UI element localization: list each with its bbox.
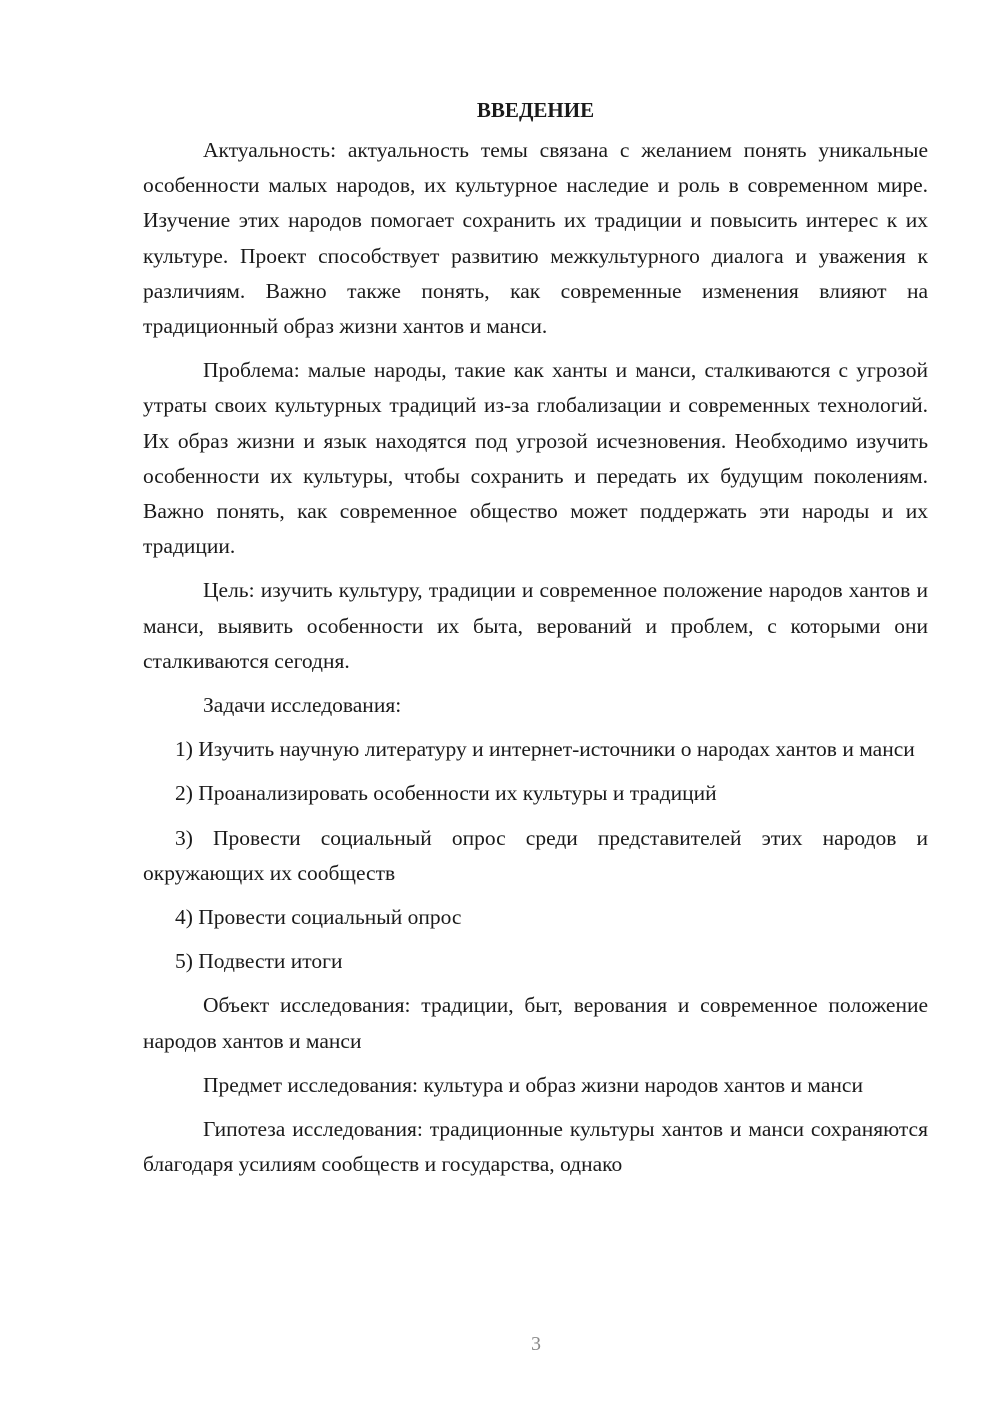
task-item-3: 3) Провести социальный опрос среди представителей этих народов и окружающих их сообществ [143,825,928,885]
task-item-5: 5) Подвести итоги [175,949,343,974]
page-title: ВВЕДЕНИЕ [476,98,595,122]
subject-paragraph: Предмет исследования: культура и образ жизни народов хантов и манси [203,1072,863,1097]
page-number: 3 [531,1333,541,1355]
task-item-1: 1) Изучить научную литературу и интернет-источники о народах хантов и манси [175,737,915,762]
relevance-paragraph: Актуальность: актуальность темы связана с желанием понять уникальные особенности малых народов, их культурное наследие и роль в современном мире. Изучение этих народов помогает сохранить их традиции и повысить интерес к их культуре. Проект способствует развитию межкультурного диалога и уважения к различиям. Важно также понять, как современные изменения влияют на традиционный образ жизни хантов и манси. [143,138,928,339]
task-item-2: 2) Проанализировать особенности их культуры и традиций [175,781,717,806]
task-item-4: 4) Провести социальный опрос [175,905,462,930]
hypothesis-paragraph: Гипотеза исследования: традиционные культуры хантов и манси сохраняются благодаря усилиям сообществ и государства, однако [143,1117,928,1177]
object-paragraph: Объект исследования: традиции, быт, верования и современное положение народов хантов и манси [143,993,928,1053]
tasks-heading: Задачи исследования: [203,693,402,718]
document-page [143,93,928,1191]
goal-paragraph: Цель: изучить культуру, традиции и современное положение народов хантов и манси, выявить особенности их быта, верований и проблем, с которыми они сталкиваются сегодня. [143,578,928,673]
problem-paragraph: Проблема: малые народы, такие как ханты и манси, сталкиваются с угрозой утраты своих культурных традиций из-за глобализации и современных технологий. Их образ жизни и язык находятся под угрозой исчезновения. Необходимо изучить особенности их культуры, чтобы сохранить и передать их будущим поколениям. Важно понять, как современное общество может поддержать эти народы и их традиции. [143,358,928,559]
